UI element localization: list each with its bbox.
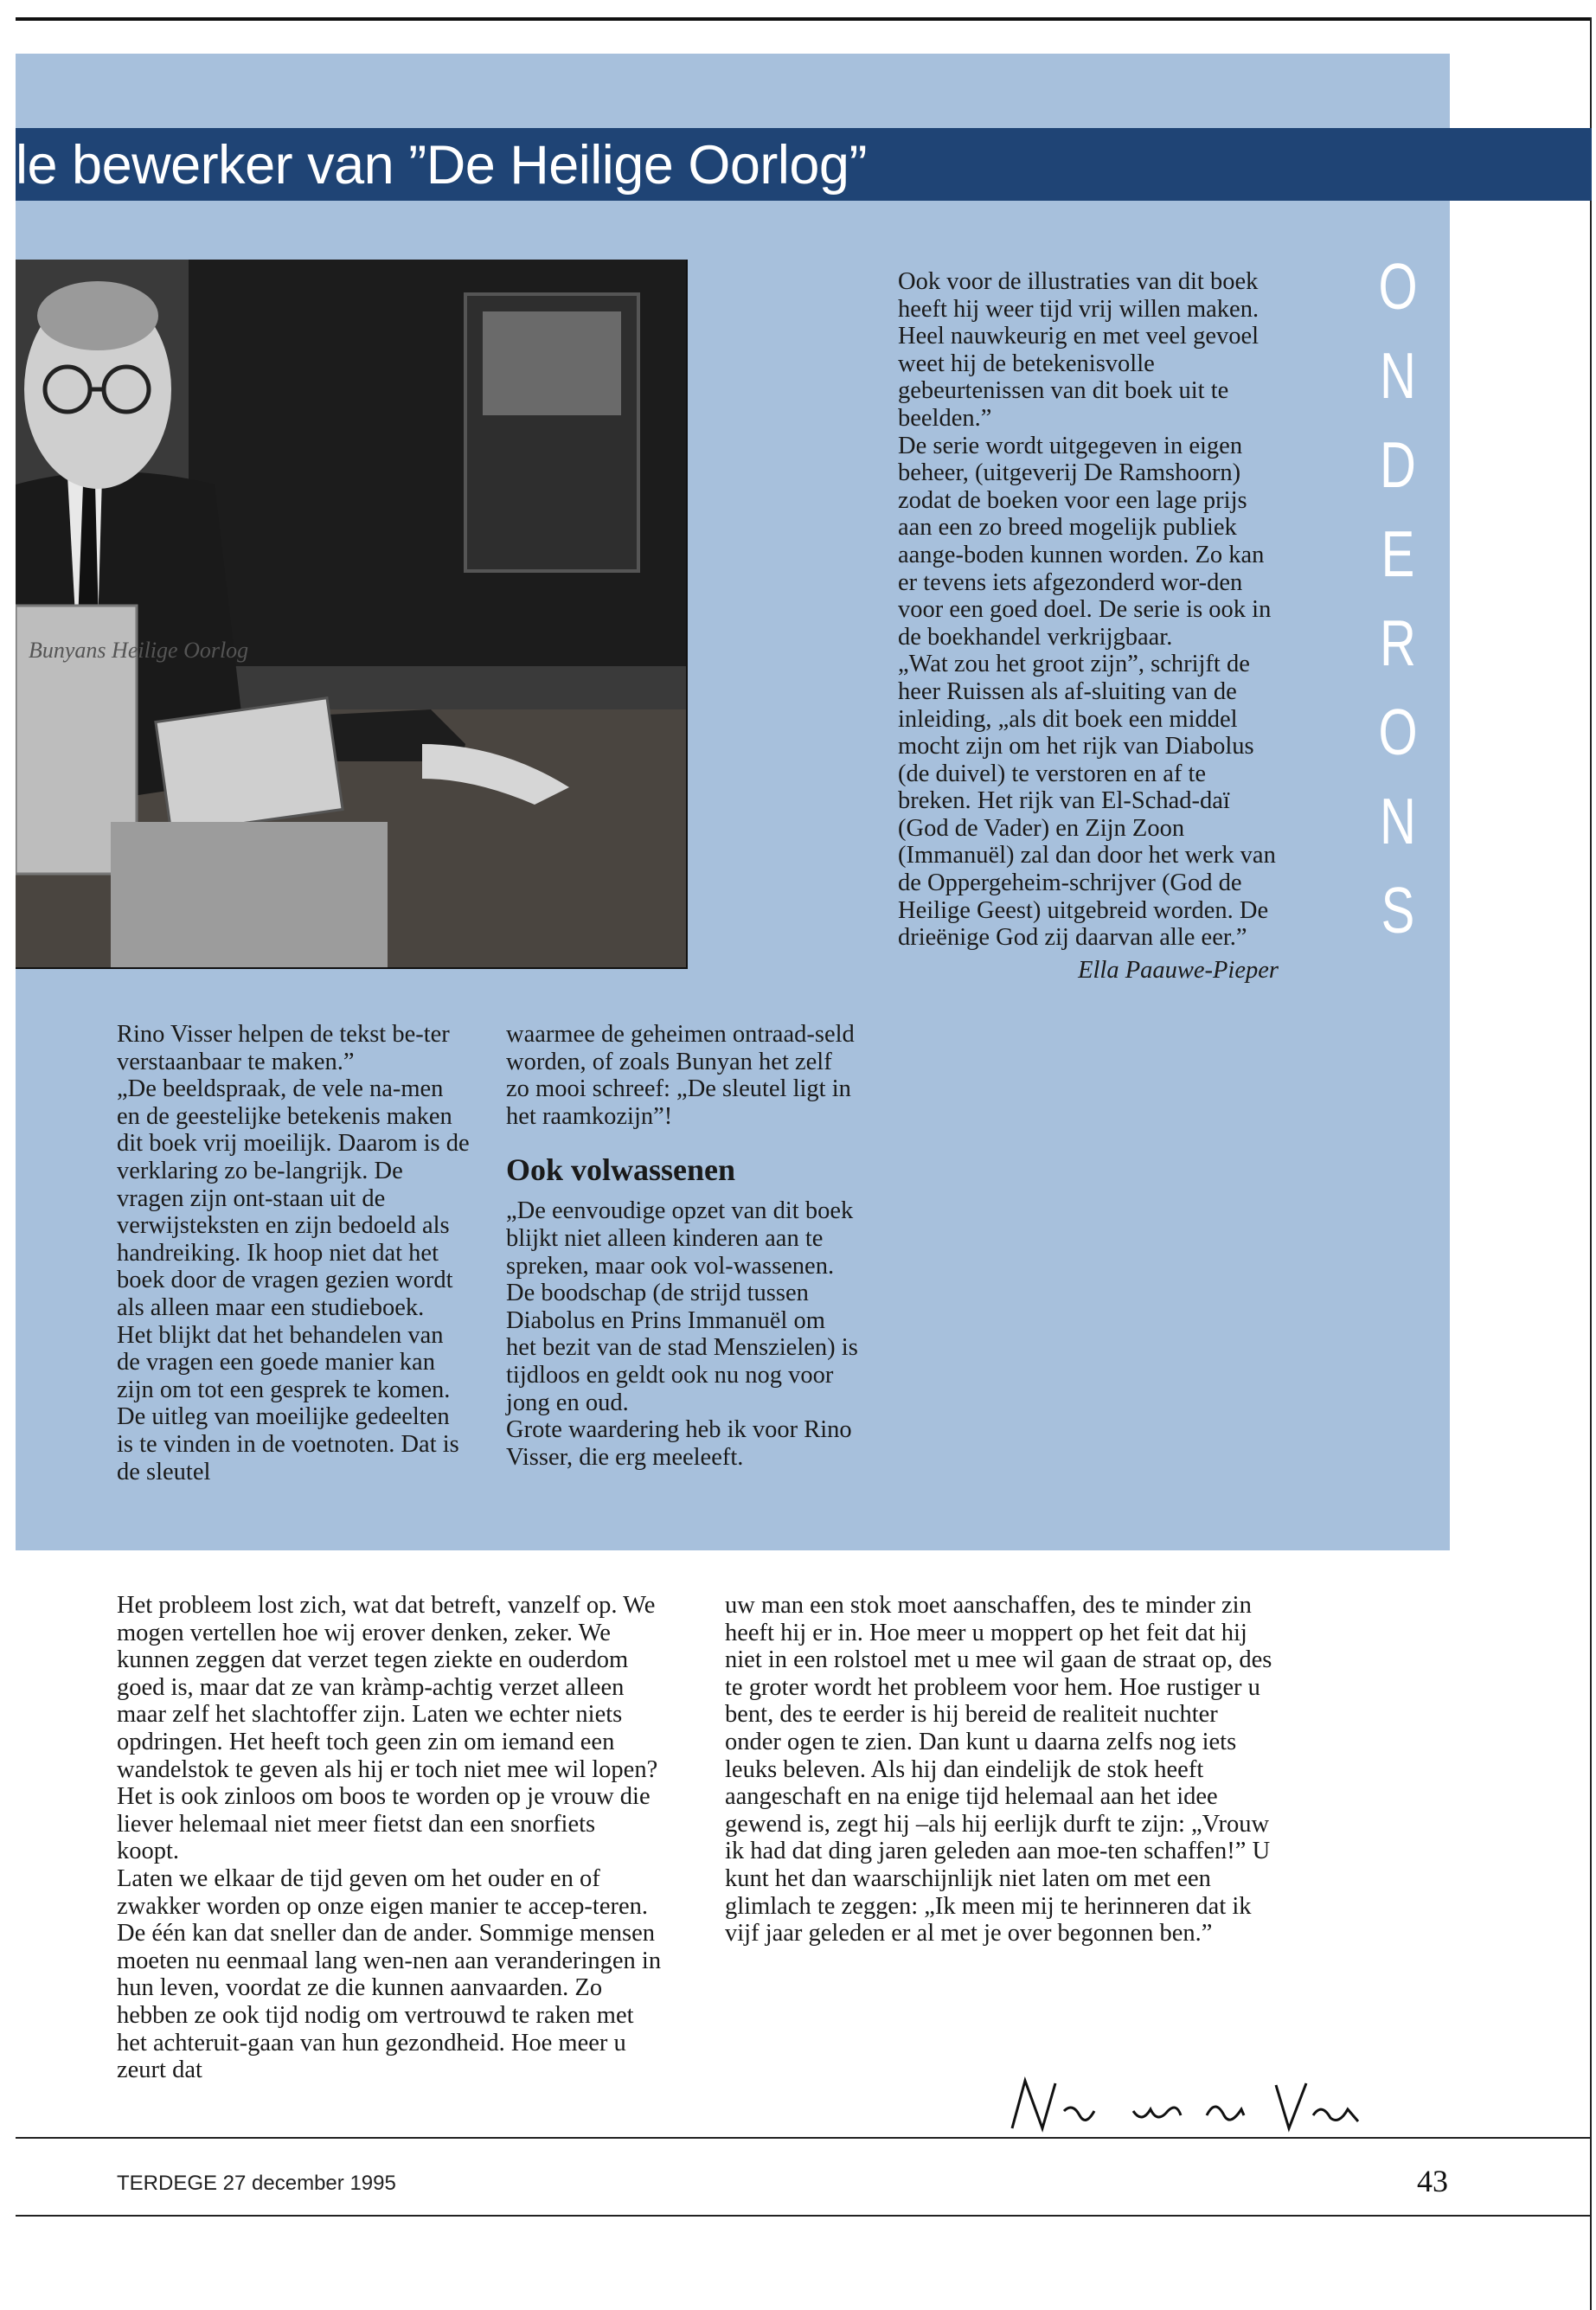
paragraph: De serie wordt uitgegeven in eigen beheer, (uitgeverij De Ramshoorn) zodat de boeken voor een lage prijs aan een zo breed mogelijk publiek aange-boden kunnen worden. Zo kan er tevens iets afgezonderd wor-den voor een goed doel. De serie is ook in de boekhandel verkrijgbaar. [898, 432, 1272, 651]
column-text-right [725, 1592, 1279, 1947]
subheading: Ook volwassenen [506, 1152, 736, 1188]
article-title: le bewerker van ”De Heilige Oorlog” [16, 135, 867, 196]
page-number: 43 [1417, 2164, 1448, 2198]
paragraph: Het probleem lost zich, wat dat betreft, vanzelf op. We mogen vertellen hoe wij erover denken, zeker. We kunnen zeggen dat verzet tegen ziekte en ouderdom goed is, maar dat ze van kràmp-achtig verzet alleen maar zelf het slachtoffer zijn. Laten we echter niets opdringen. Het heeft toch geen zin om iemand een wandelstok te geven als hij er toch niet mee wil lopen? Het is ook zinloos om boos te worden op je vrouw die liever helemaal niet meer fietst dan een snorfiets koopt. [117, 1592, 658, 1865]
section-label-letter: O [1378, 696, 1418, 769]
section-label-letter: O [1378, 250, 1418, 324]
column-text-left [117, 1592, 662, 2084]
section-label-letter: R [1380, 606, 1416, 680]
article-author: Ella Paauwe-Pieper [1078, 956, 1279, 984]
article-column-1 [117, 1021, 471, 1485]
paragraph: uw man een stok moet aanschaffen, des te minder zin heeft hij er in. Hoe meer u moppert op het feit dat hij niet in een rolstoel met u mee wil gaan de straat op, des te groter wordt het probleem voor hem. Hoe rustiger u bent, des te eerder is hij bereid de realiteit nuchter onder ogen te zien. Dan kunt u daarna zelfs nog iets leuks beleven. Als hij dan eindelijk de stok heeft aangeschaft en na enige tijd helemaal aan het idee gewend is, zegt hij –als hij eerlijk durft te zijn: „Vrouw ik had dat ding jaren geleden aan moe-ten schaffen!” U kunt het dan waarschijnlijk niet laten om met een glimlach te zeggen: „Ik meen mij te herinneren dat ik vijf jaar geleden er al met je over begonnen ben.” [725, 1592, 1272, 1947]
book-cover-title: Bunyans Heilige Oorlog [29, 638, 249, 663]
footer-rule [16, 2137, 1592, 2139]
paragraph: Rino Visser helpen de tekst be-ter verstaanbaar te maken.” [117, 1021, 450, 1075]
section-label-letter: E [1381, 517, 1415, 591]
article-column-2 [506, 1021, 861, 1471]
right-rule [1590, 17, 1592, 2310]
paragraph: Het blijkt dat het behandelen van de vragen een goede manier kan zijn om tot een gesprek te komen. De uitleg van moeilijke gedeelten is te vinden in de voetnoten. Dat is de sleutel [117, 1321, 459, 1485]
paragraph: „De beeldspraak, de vele na-men en de geestelijke betekenis maken dit boek vrij moeilijk. Daarom is de verklaring zo be-langrijk. De vragen zijn ont-staan uit de verwijsteksten en zijn bedoeld als handreiking. Ik hoop niet dat het boek door de vragen gezien wordt als alleen maar een studieboek. [117, 1075, 470, 1321]
section-label-letter: N [1380, 339, 1416, 413]
footer-rule [16, 2215, 1592, 2217]
paragraph: „De eenvoudige opzet van dit boek blijkt niet alleen kinderen aan te spreken, maar ook vol-wassenen. De boodschap (de strijd tussen Diabolus en Prins Immanuël om het bezit van de stad Menszielen) is tijdloos en geldt ook nu nog voor jong en oud. [506, 1197, 858, 1416]
paragraph: Ook voor de illustraties van dit boek heeft hij weer tijd vrij willen maken. Heel nauwkeurig en met veel gevoel weet hij de betekenisvolle gebeurtenissen van dit boek uit te beelden.” [898, 268, 1259, 432]
paragraph: waarmee de geheimen ontraad-seld worden, of zoals Bunyan het zelf zo mooi schreef: „De sleutel ligt in het raamkozijn”! [506, 1021, 855, 1130]
section-label-letter: D [1380, 428, 1416, 502]
section-label-vertical [1363, 242, 1433, 955]
publication-date: TERDEGE 27 december 1995 [117, 2172, 396, 2195]
top-rule [16, 17, 1592, 21]
author-signature [1003, 2068, 1367, 2146]
paragraph: Grote waardering heb ik voor Rino Visser, die erg meeleeft. [506, 1416, 852, 1471]
svg-text:Nico van der Voet: Nico van der Voet [1003, 2068, 1010, 2069]
paragraph: Laten we elkaar de tijd geven om het ouder en of zwakker worden op onze eigen manier te accep-teren. De één kan dat sneller dan de ander. Sommige mensen moeten nu eenmaal lang wen-nen aan veranderingen in hun leven, voordat ze die kunnen aanvaarden. Zo hebben ze ook tijd nodig om vertrouwd te raken met het achteruit-gaan van hun gezondheid. Hoe meer u zeurt dat [117, 1864, 662, 2084]
paragraph: „Wat zou het groot zijn”, schrijft de heer Ruissen als af-sluiting van de inleiding, „als dit boek een middel mocht zijn om het rijk van Diabolus (de duivel) te verstoren en af te breken. Het rijk van El-Schad-daï (God de Vader) en Zijn Zoon (Immanuël) zal dan door het werk van de Oppergeheim-schrijver (God de Heilige Geest) uitgebreid worden. De drieënige God zij daarvan alle eer.” [898, 651, 1276, 952]
section-label-letter: N [1380, 785, 1416, 858]
article-column-3 [898, 268, 1279, 984]
title-bar [16, 128, 1592, 201]
author-photo [16, 260, 688, 969]
section-label-letter: S [1381, 874, 1415, 947]
